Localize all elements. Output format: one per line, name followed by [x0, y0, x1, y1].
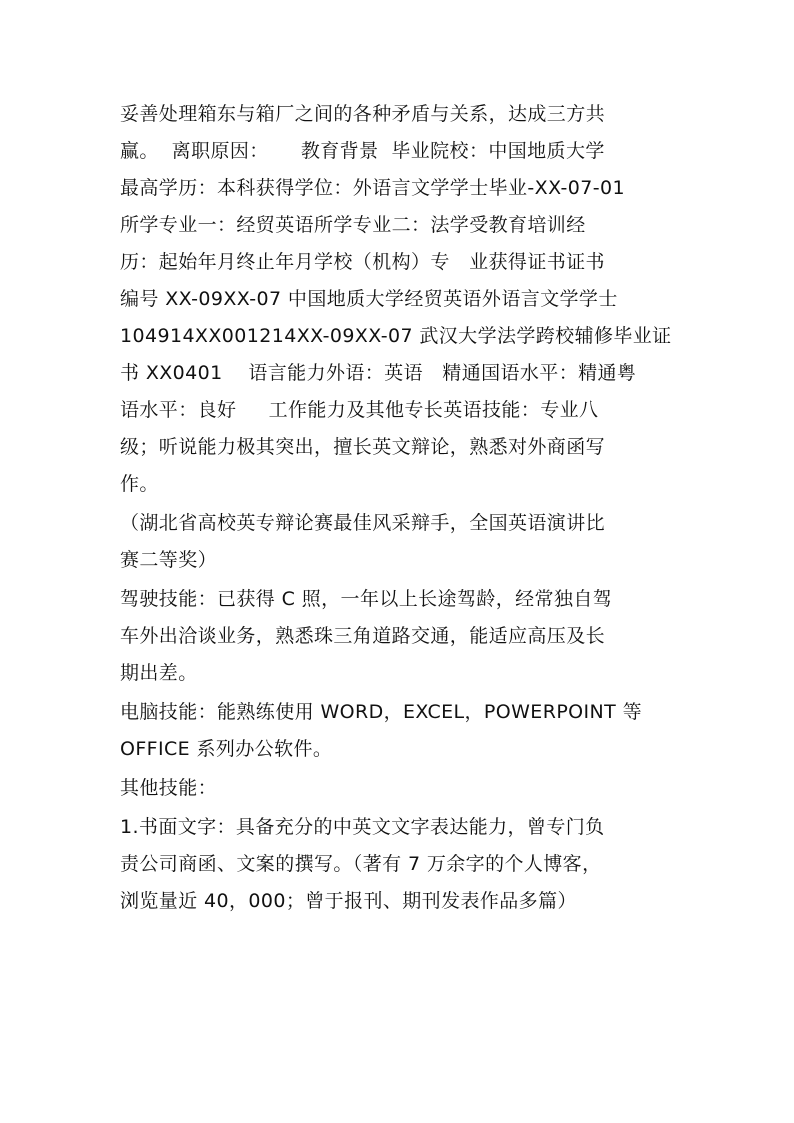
text-line: 赢。 离职原因： 教育背景 毕业院校：中国地质大学: [120, 140, 605, 162]
text-line: （湖北省高校英专辩论赛最佳风采辩手，全国英语演讲比: [120, 512, 606, 534]
text-line: OFFICE 系列办公软件。: [120, 738, 333, 760]
text-line: 作。: [120, 473, 159, 495]
text-line: 1.书面文字：具备充分的中英文文字表达能力，曾专门负: [120, 816, 605, 838]
text-line: 语水平：良好 工作能力及其他专长英语技能：专业八: [120, 399, 599, 421]
text-line: 其他技能：: [120, 777, 218, 799]
document-body: [120, 96, 680, 920]
text-line: 历：起始年月终止年月学校（机构）专 业获得证书证书: [120, 251, 605, 273]
text-line: 浏览量近 40，000；曾于报刊、期刊发表作品多篇）: [120, 890, 577, 912]
text-line: 104914XX001214XX-09XX-07 武汉大学法学跨校辅修毕业证: [120, 325, 672, 347]
text-line: 所学专业一：经贸英语所学专业二：法学受教育培训经: [120, 214, 586, 236]
text-line: 驾驶技能：已获得 C 照，一年以上长途驾龄，经常独自驾: [120, 588, 613, 610]
text-line: 责公司商函、文案的撰写。（著有 7 万余字的个人博客，: [120, 853, 602, 875]
text-line: 最高学历：本科获得学位：外语言文学学士毕业-XX-07-01: [120, 177, 626, 199]
text-line: 妥善处理箱东与箱厂之间的各种矛盾与关系，达成三方共: [120, 103, 606, 125]
text-line: 书 XX0401 语言能力外语：英语 精通国语水平：精通粤: [120, 362, 637, 384]
text-line: 车外出洽谈业务，熟悉珠三角道路交通，能适应高压及长: [120, 625, 606, 647]
text-line: 赛二等奖）: [120, 549, 218, 571]
text-line: 级；听说能力极其突出，擅长英文辩论，熟悉对外商函写: [120, 436, 606, 458]
text-line: 期出差。: [120, 662, 198, 684]
text-line: 电脑技能：能熟练使用 WORD，EXCEL，POWERPOINT 等: [120, 701, 642, 723]
text-line: 编号 XX-09XX-07 中国地质大学经贸英语外语言文学学士: [120, 288, 618, 310]
